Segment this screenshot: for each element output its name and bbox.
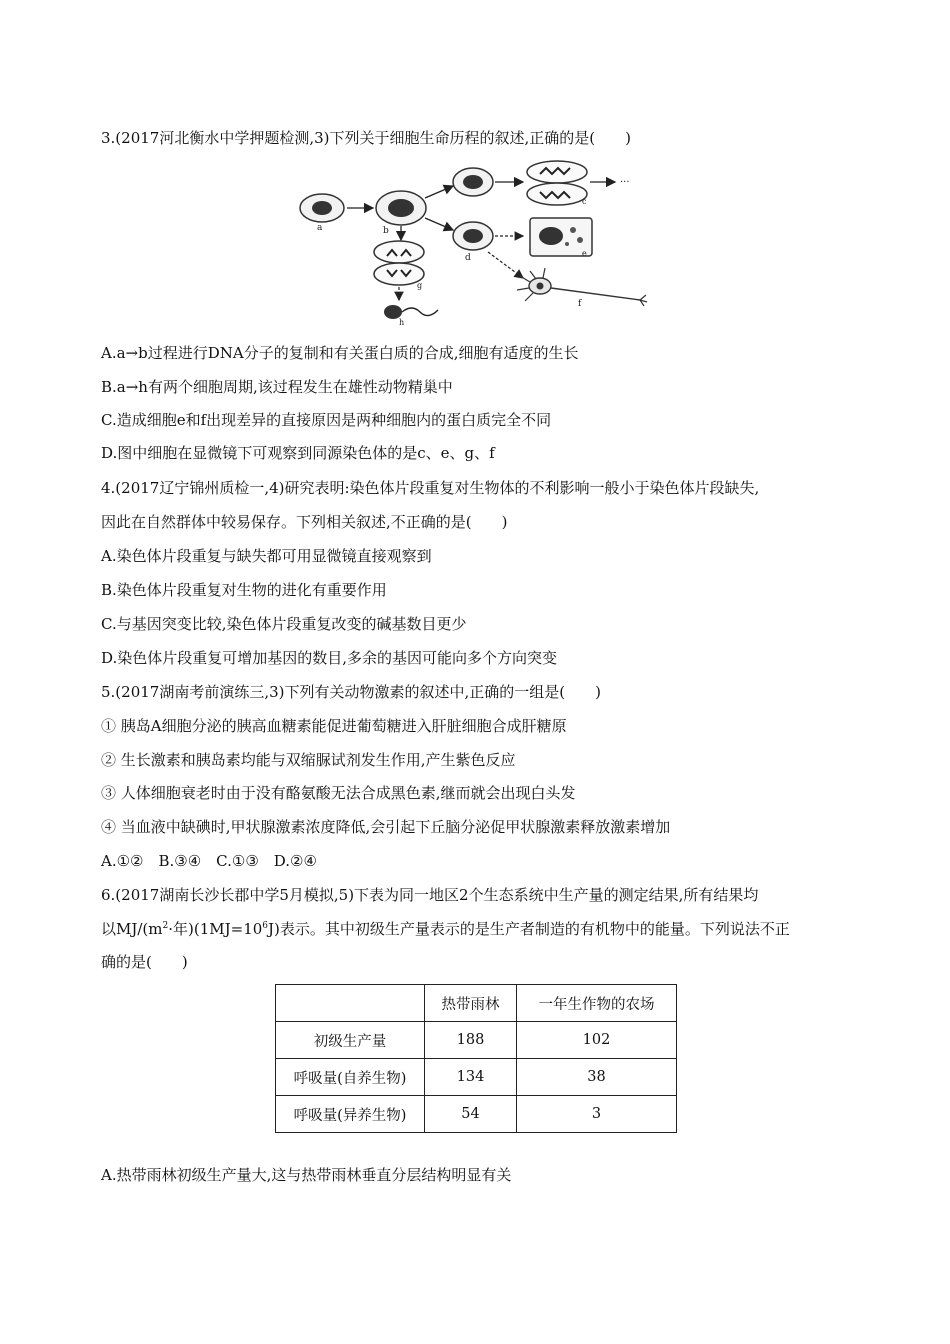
cell-top xyxy=(453,168,493,196)
cell-h-sperm xyxy=(384,305,438,327)
table-cell: 3 xyxy=(517,1096,677,1133)
production-table xyxy=(275,984,677,1133)
table-cell: 初级生产量 xyxy=(276,1022,425,1059)
q5-item-2: ② 生长激素和胰岛素均能与双缩脲试剂发生作用,产生紫色反应 xyxy=(101,751,516,769)
q5-item-1: ① 胰岛A细胞分泌的胰高血糖素能促进葡萄糖进入肝脏细胞合成肝糖原 xyxy=(101,717,567,735)
table-row xyxy=(276,1096,677,1133)
table-header-cell xyxy=(276,985,425,1022)
q5-options: A.①② B.③④ C.①③ D.②④ xyxy=(101,852,317,870)
q3-option-a: A.a→b过程进行DNA分子的复制和有关蛋白质的合成,细胞有适度的生长 xyxy=(101,344,579,362)
cell-f-neuron xyxy=(517,268,647,309)
table-row xyxy=(276,1059,677,1096)
cell-life-history-diagram xyxy=(295,160,660,330)
q3-option-d: D.图中细胞在显微镜下可观察到同源染色体的是c、e、g、f xyxy=(101,444,495,462)
table-cell: 188 xyxy=(425,1022,517,1059)
q4-option-b: B.染色体片段重复对生物的进化有重要作用 xyxy=(101,581,387,599)
table-header-cell: 一年生作物的农场 xyxy=(517,985,677,1022)
label-h: h xyxy=(399,318,405,327)
q4-option-c: C.与基因突变比较,染色体片段重复改变的碱基数目更少 xyxy=(101,615,467,633)
table-cell: 54 xyxy=(425,1096,517,1133)
table-cell: 38 xyxy=(517,1059,677,1096)
table-header-cell: 热带雨林 xyxy=(425,985,517,1022)
label-a: a xyxy=(317,223,323,233)
table-cell: 呼吸量(自养生物) xyxy=(276,1059,425,1096)
table-cell: 呼吸量(异养生物) xyxy=(276,1096,425,1133)
q6-stem-line3: 确的是( ) xyxy=(101,953,188,971)
cell-c xyxy=(527,161,587,206)
cell-d xyxy=(453,222,493,263)
q5-item-4: ④ 当血液中缺碘时,甲状腺激素浓度降低,会引起下丘脑分泌促甲状腺激素释放激素增加 xyxy=(101,818,671,836)
q5-stem: 5.(2017湖南考前演练三,3)下列有关动物激素的叙述中,正确的一组是( ) xyxy=(101,683,601,701)
label-d: d xyxy=(465,253,471,263)
q3-option-c: C.造成细胞e和f出现差异的直接原因是两种细胞内的蛋白质完全不同 xyxy=(101,411,552,429)
label-g: g xyxy=(417,281,423,290)
cell-a xyxy=(300,194,344,233)
q4-option-a: A.染色体片段重复与缺失都可用显微镜直接观察到 xyxy=(101,547,432,565)
q4-stem-line1: 4.(2017辽宁锦州质检一,4)研究表明:染色体片段重复对生物体的不利影响一般小于染色体片段缺失, xyxy=(101,479,760,497)
table-cell: 102 xyxy=(517,1022,677,1059)
q4-option-d: D.染色体片段重复可增加基因的数目,多余的基因可能向多个方向突变 xyxy=(101,649,558,667)
q3-option-b: B.a→h有两个细胞周期,该过程发生在雄性动物精巢中 xyxy=(101,378,453,396)
q5-item-3: ③ 人体细胞衰老时由于没有酪氨酸无法合成黑色素,继而就会出现白头发 xyxy=(101,784,576,802)
table-row xyxy=(276,1022,677,1059)
cell-e xyxy=(530,218,592,258)
svg-text:···: ··· xyxy=(620,177,630,188)
label-f: f xyxy=(578,299,582,309)
table-cell: 134 xyxy=(425,1059,517,1096)
q6-stem-line1: 6.(2017湖南长沙长郡中学5月模拟,5)下表为同一地区2个生态系统中生产量的测定结果,所有结果均 xyxy=(101,886,759,904)
q4-stem-line2: 因此在自然群体中较易保存。下列相关叙述,不正确的是( ) xyxy=(101,513,508,531)
cell-g xyxy=(374,241,424,290)
q6-option-a: A.热带雨林初级生产量大,这与热带雨林垂直分层结构明显有关 xyxy=(101,1166,512,1184)
q6-stem-line2: 以$MJ/(m^2\cdot$年)$(1MJ=10^6J)$表示。其中初级生产量表示的是生产者制造的有机物中的能量。下列说法不正 xyxy=(101,920,790,938)
table-header-row xyxy=(276,985,677,1022)
label-b: b xyxy=(383,226,389,236)
q3-stem: 3.(2017河北衡水中学押题检测,3)下列关于细胞生命历程的叙述,正确的是( ) xyxy=(101,129,631,147)
label-e: e xyxy=(582,249,587,258)
label-c: c xyxy=(582,197,587,206)
